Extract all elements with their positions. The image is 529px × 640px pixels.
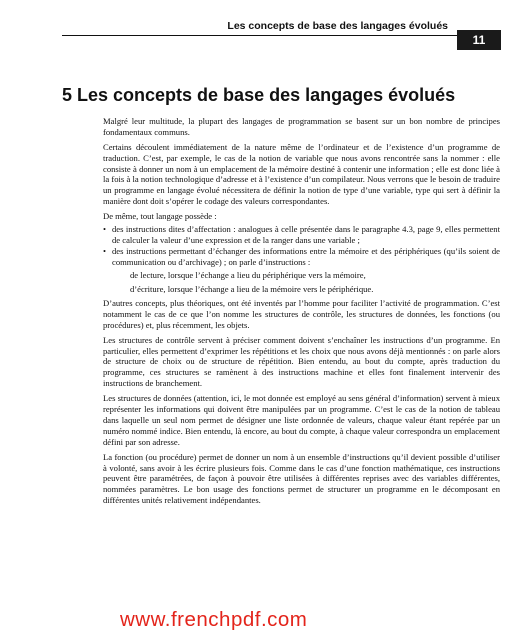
indent-lecture: de lecture, lorsque l’échange a lieu du périphérique vers la mémoire, [130, 270, 366, 281]
paragraph-de-meme: De même, tout langage possède : [103, 211, 217, 222]
list-item-echange: • des instructions permettant d’échanger des informations entre la mémoire et des périphériques (qu’ils soient de communication ou d’archivage) ; on parle d’instructions : [103, 246, 500, 268]
paragraph-variables: Certains découlent immédiatement de la nature même de l’ordinateur et de l’existence d’un programme de traduction. C’est, par exemple, le cas de la notion de variable que nous avons rencontrée sans la nommer : elle consiste à donner un nom à un emplacement de la mémoire destiné à contenir une information ; elle est donc liée à la fois à la notion technologique d’adresse et à l’existence d’un compilateur. Nous verrons que le besoin de traduire un programme en langage évolué nécessitera de définir la notion de type d’une variable, type qui sert à définir la manière dont doit s’opérer le codage des valeurs correspondantes. [103, 142, 500, 207]
running-header-title: Les concepts de base des langages évolués [227, 20, 448, 32]
list-item-affectation: • des instructions dites d’affectation : analogues à celle présentée dans le paragraphe 4.3, page 9, elles permettent de calculer la valeur d’une expression et de la ranger dans une variable ; [103, 224, 500, 246]
page-number-badge [457, 30, 501, 50]
paragraph-concepts: D’autres concepts, plus théoriques, ont été inventés par l’homme pour faciliter l’activité de programmation. C’est notamment le cas de ce que l’on nomme les structures de contrôle, les structures de données, les fonctions (ou procédures) et, plus récemment, les objets. [103, 297, 500, 330]
paragraph-structures-controle: Les structures de contrôle servent à préciser comment doivent s’enchaîner les instructions d’un programme. En particulier, elles permettent d’exprimer les répétitions et les choix que nous avons déjà mentionnés : on parle alors de structure de choix ou de structure de répétition. Bien entendu, au bout du compte, après traduction du programme, ces structures se ramènent à des instructions machine et elles font finalement intervenir des instructions de branchement. [103, 334, 500, 389]
paragraph-intro: Malgré leur multitude, la plupart des langages de programmation se basent sur un bon nombre de principes fondamentaux communs. [103, 116, 500, 137]
watermark-url: www.frenchpdf.com [120, 608, 308, 631]
body-text [103, 116, 500, 510]
instruction-list [103, 224, 500, 267]
header-rule [62, 35, 457, 36]
paragraph-structures-donnees: Les structures de données (attention, ici, le mot donnée est employé au sens général d’information) servent à mieux représenter les informations qui doivent être manipulées par un programme. C’est le cas de la notion de tableau dans laquelle un seul nom permet de désigner une liste ordonnée de valeurs, chaque valeur étant repérée par un numéro nommé indice. Bien entendu, là encore, au bout du compte, à chaque valeur correspondra un emplacement défini par son adresse. [103, 393, 500, 447]
indent-ecriture: d’écriture, lorsque l’échange a lieu de la mémoire vers le périphérique. [130, 284, 374, 295]
paragraph-fonction: La fonction (ou procédure) permet de donner un nom à un ensemble d’instructions qu’il devient possible d’utiliser à volonté, sans avoir à les écrire plusieurs fois. Comme dans le cas d’une fonction mathématique, ces instructions peuvent être paramétrées, de façon à pouvoir être utilisées à différentes reprises avec des variables différentes, nommées paramètres. Le bon usage des fonctions permet de structurer un programme en le décomposant en différentes unités relativement indépendantes. [103, 451, 500, 505]
page-number: 11 [472, 33, 486, 47]
chapter-title: 5 Les concepts de base des langages évolués [62, 85, 456, 105]
